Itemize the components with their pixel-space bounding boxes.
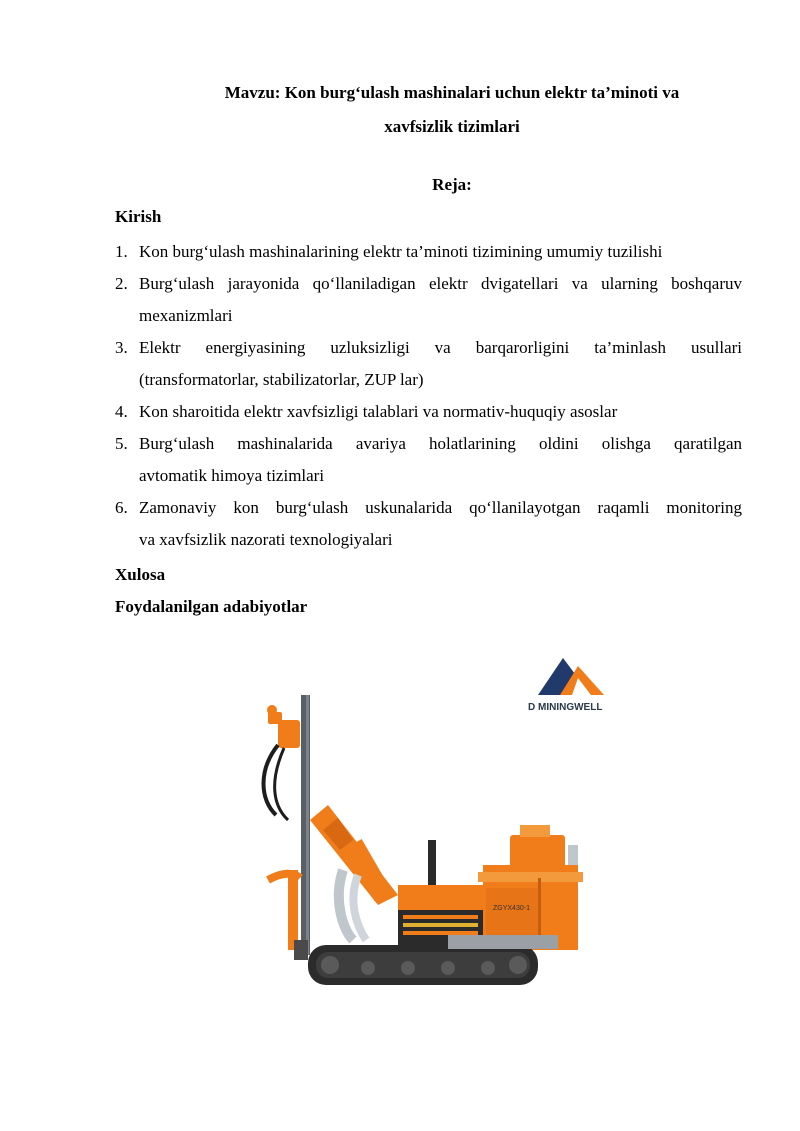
plan-item-number: 3. [115, 338, 128, 357]
plan-item-text-line-1: Burg‘ulash mashinalarida avariya holatlarining oldini olishga qaratilgan [139, 434, 742, 453]
plan-item-number: 5. [115, 434, 128, 453]
model-label: ZGYX430-1 [493, 905, 530, 912]
drill-mast [264, 695, 311, 960]
plan-list [115, 236, 742, 556]
miningwell-logo [528, 658, 604, 713]
plan-item-text: Kon sharoitida elektr xavfsizligi talablari va normativ-huquqiy asoslar [139, 402, 618, 421]
drilling-rig-image [248, 640, 638, 1010]
plan-item-text: Kon burg‘ulash mashinalarining elektr ta’minoti tizimining umumiy tuzilishi [139, 242, 663, 261]
plan-item-text [139, 268, 742, 332]
plan-item-text-line-2: (transformatorlar, stabilizatorlar, ZUP lar) [139, 370, 424, 389]
plan-item-2 [115, 268, 742, 332]
plan-item-text-line-2: avtomatik himoya tizimlari [139, 466, 325, 485]
plan-item-5 [115, 428, 742, 492]
plan-item-3 [115, 332, 742, 396]
plan-item-number: 1. [115, 242, 128, 261]
plan-item-text [139, 428, 742, 492]
conclusion-heading: Xulosa [115, 565, 166, 584]
plan-item-number: 2. [115, 274, 128, 293]
drilling-rig-illustration [248, 640, 638, 1010]
document-title [115, 76, 789, 144]
title-line-2: xavfsizlik tizimlari [384, 117, 520, 136]
plan-item-number: 6. [115, 498, 128, 517]
plan-heading: Reja: [432, 175, 472, 194]
plan-item-number: 4. [115, 402, 128, 421]
drill-boom [310, 805, 398, 940]
plan-item-6 [115, 492, 742, 556]
plan-item-text-line-2: mexanizmlari [139, 306, 233, 325]
logo-text: D MININGWELL [528, 702, 603, 713]
title-line-1: Mavzu: Kon burg‘ulash mashinalari uchun elektr ta’minoti va [224, 83, 680, 102]
plan-item-text-line-1: Zamonaviy kon burg‘ulash uskunalarida qo‘llanilayotgan raqamli monitoring [139, 498, 742, 517]
plan-item-text-line-1: Elektr energiyasining uzluksizligi va barqarorligini ta’minlash usullari [139, 338, 742, 357]
plan-item-text [139, 492, 742, 556]
rig-body [398, 825, 583, 950]
plan-item-text-line-2: va xavfsizlik nazorati texnologiyalari [139, 530, 393, 549]
references-heading: Foydalanilgan adabiyotlar [115, 597, 308, 616]
plan-item-1 [115, 236, 742, 268]
intro-heading: Kirish [115, 207, 162, 226]
plan-item-4 [115, 396, 742, 428]
plan-item-text-line-1: Burg‘ulash jarayonida qo‘llaniladigan elektr dvigatellari va ularning boshqaruv [139, 274, 742, 293]
plan-item-text [139, 332, 742, 396]
